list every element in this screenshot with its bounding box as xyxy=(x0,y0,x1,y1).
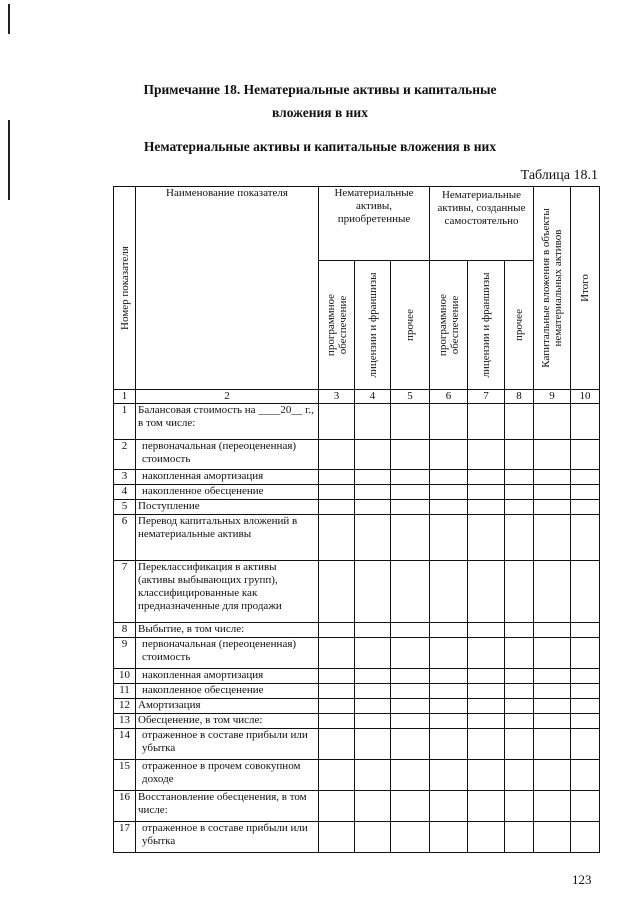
column-number: 10 xyxy=(571,390,600,404)
table-row xyxy=(114,684,600,699)
value-cell xyxy=(391,822,430,853)
value-cell xyxy=(534,515,571,561)
table-row xyxy=(114,515,600,561)
margin-mark-top xyxy=(8,4,10,34)
value-cell xyxy=(468,684,505,699)
value-cell xyxy=(505,470,534,485)
value-cell xyxy=(355,729,391,760)
column-number: 1 xyxy=(114,390,136,404)
value-cell xyxy=(571,760,600,791)
value-cell xyxy=(571,440,600,470)
value-cell xyxy=(505,714,534,729)
value-cell xyxy=(505,485,534,500)
value-cell xyxy=(534,623,571,638)
value-cell xyxy=(505,561,534,623)
value-cell xyxy=(391,404,430,440)
value-cell xyxy=(430,729,468,760)
value-cell xyxy=(468,669,505,684)
row-indicator-name: первоначальная (переоцененная) стоимость xyxy=(136,440,319,470)
value-cell xyxy=(430,440,468,470)
row-indicator-name: Выбытие, в том числе: xyxy=(136,623,319,638)
value-cell xyxy=(534,404,571,440)
value-cell xyxy=(430,404,468,440)
value-cell xyxy=(468,760,505,791)
value-cell xyxy=(355,638,391,669)
header-row-number: Номер показателя xyxy=(114,187,136,390)
column-number: 6 xyxy=(430,390,468,404)
row-indicator-name: накопленное обесценение xyxy=(136,684,319,699)
row-indicator-name: отраженное в составе прибыли или убытка xyxy=(136,729,319,760)
row-indicator-name: Восстановление обесценения, в том числе: xyxy=(136,791,319,822)
row-indicator-name: Балансовая стоимость на ____20__ г., в том числе: xyxy=(136,404,319,440)
value-cell xyxy=(505,729,534,760)
value-cell xyxy=(468,822,505,853)
value-cell xyxy=(505,404,534,440)
column-number: 4 xyxy=(355,390,391,404)
note-title-line1: Примечание 18. Нематериальные активы и капитальные xyxy=(143,82,497,97)
value-cell xyxy=(571,669,600,684)
value-cell xyxy=(391,485,430,500)
row-number: 13 xyxy=(114,714,136,729)
value-cell xyxy=(534,822,571,853)
row-number: 15 xyxy=(114,760,136,791)
row-number: 6 xyxy=(114,515,136,561)
value-cell xyxy=(534,729,571,760)
value-cell xyxy=(355,714,391,729)
value-cell xyxy=(468,515,505,561)
column-number: 2 xyxy=(136,390,319,404)
row-number: 7 xyxy=(114,561,136,623)
table-row xyxy=(114,714,600,729)
value-cell xyxy=(430,561,468,623)
value-cell xyxy=(571,638,600,669)
value-cell xyxy=(534,669,571,684)
table-row xyxy=(114,822,600,853)
value-cell xyxy=(355,470,391,485)
value-cell xyxy=(355,485,391,500)
table-row xyxy=(114,669,600,684)
value-cell xyxy=(505,699,534,714)
table-row xyxy=(114,791,600,822)
row-number: 1 xyxy=(114,404,136,440)
row-indicator-name: Переклассификация в активы (активы выбывающих групп), классифицированные как предназначенные для продажи xyxy=(136,561,319,623)
header-self-licenses: лицензии и франшизы xyxy=(468,261,505,390)
value-cell xyxy=(468,404,505,440)
row-number: 12 xyxy=(114,699,136,714)
value-cell xyxy=(319,822,355,853)
value-cell xyxy=(571,684,600,699)
value-cell xyxy=(319,684,355,699)
value-cell xyxy=(468,470,505,485)
value-cell xyxy=(571,714,600,729)
row-number: 10 xyxy=(114,669,136,684)
row-number: 4 xyxy=(114,485,136,500)
row-indicator-name: первоначальная (переоцененная) стоимость xyxy=(136,638,319,669)
header-self-other: прочее xyxy=(505,261,534,390)
value-cell xyxy=(430,684,468,699)
value-cell xyxy=(355,561,391,623)
value-cell xyxy=(355,684,391,699)
header-capex: Капитальные вложения в объекты нематериальных активов xyxy=(534,187,571,390)
value-cell xyxy=(391,470,430,485)
value-cell xyxy=(534,714,571,729)
intangible-assets-table xyxy=(113,186,600,853)
value-cell xyxy=(355,791,391,822)
value-cell xyxy=(319,729,355,760)
value-cell xyxy=(355,515,391,561)
value-cell xyxy=(468,638,505,669)
value-cell xyxy=(505,623,534,638)
value-cell xyxy=(319,669,355,684)
note-title-line2: вложения в них xyxy=(272,105,368,120)
table-row xyxy=(114,729,600,760)
value-cell xyxy=(430,638,468,669)
column-number: 3 xyxy=(319,390,355,404)
value-cell xyxy=(391,561,430,623)
page-number: 123 xyxy=(572,872,592,887)
value-cell xyxy=(571,791,600,822)
value-cell xyxy=(505,822,534,853)
value-cell xyxy=(430,500,468,515)
row-number: 3 xyxy=(114,470,136,485)
row-number: 17 xyxy=(114,822,136,853)
column-number: 8 xyxy=(505,390,534,404)
value-cell xyxy=(355,404,391,440)
value-cell xyxy=(430,699,468,714)
value-cell xyxy=(571,729,600,760)
value-cell xyxy=(391,638,430,669)
value-cell xyxy=(571,500,600,515)
value-cell xyxy=(534,561,571,623)
value-cell xyxy=(391,699,430,714)
row-number: 16 xyxy=(114,791,136,822)
value-cell xyxy=(468,500,505,515)
row-indicator-name: Поступление xyxy=(136,500,319,515)
value-cell xyxy=(355,822,391,853)
value-cell xyxy=(355,699,391,714)
value-cell xyxy=(571,515,600,561)
value-cell xyxy=(430,669,468,684)
row-number: 9 xyxy=(114,638,136,669)
row-number: 2 xyxy=(114,440,136,470)
value-cell xyxy=(571,699,600,714)
value-cell xyxy=(355,440,391,470)
header-self-created: Нематериальные активы, созданные самостоятельно xyxy=(430,187,534,261)
value-cell xyxy=(534,470,571,485)
value-cell xyxy=(468,561,505,623)
value-cell xyxy=(571,623,600,638)
row-number: 14 xyxy=(114,729,136,760)
header-acquired-other: прочее xyxy=(391,261,430,390)
row-indicator-name: Обесценение, в том числе: xyxy=(136,714,319,729)
value-cell xyxy=(355,623,391,638)
value-cell xyxy=(430,822,468,853)
table-row xyxy=(114,623,600,638)
value-cell xyxy=(319,623,355,638)
value-cell xyxy=(468,791,505,822)
value-cell xyxy=(319,515,355,561)
value-cell xyxy=(430,714,468,729)
value-cell xyxy=(571,485,600,500)
column-number: 9 xyxy=(534,390,571,404)
value-cell xyxy=(505,669,534,684)
value-cell xyxy=(319,485,355,500)
value-cell xyxy=(505,440,534,470)
value-cell xyxy=(391,440,430,470)
table-row xyxy=(114,485,600,500)
value-cell xyxy=(355,669,391,684)
row-indicator-name: Амортизация xyxy=(136,699,319,714)
table-row xyxy=(114,440,600,470)
table-row xyxy=(114,500,600,515)
value-cell xyxy=(534,500,571,515)
value-cell xyxy=(468,699,505,714)
value-cell xyxy=(505,638,534,669)
value-cell xyxy=(505,760,534,791)
value-cell xyxy=(319,440,355,470)
value-cell xyxy=(571,470,600,485)
margin-mark-mid xyxy=(8,120,10,200)
value-cell xyxy=(319,561,355,623)
value-cell xyxy=(534,440,571,470)
value-cell xyxy=(534,760,571,791)
value-cell xyxy=(505,791,534,822)
value-cell xyxy=(319,714,355,729)
row-indicator-name: накопленная амортизация xyxy=(136,669,319,684)
value-cell xyxy=(391,515,430,561)
table-row xyxy=(114,561,600,623)
row-indicator-name: отраженное в составе прибыли или убытка xyxy=(136,822,319,853)
value-cell xyxy=(468,714,505,729)
value-cell xyxy=(319,791,355,822)
value-cell xyxy=(571,822,600,853)
header-acquired-licenses: лицензии и франшизы xyxy=(355,261,391,390)
value-cell xyxy=(319,500,355,515)
table-row xyxy=(114,404,600,440)
header-total: Итого xyxy=(571,187,600,390)
value-cell xyxy=(468,623,505,638)
value-cell xyxy=(391,684,430,699)
value-cell xyxy=(319,404,355,440)
row-indicator-name: Перевод капитальных вложений в нематериальные активы xyxy=(136,515,319,561)
value-cell xyxy=(468,729,505,760)
value-cell xyxy=(391,500,430,515)
value-cell xyxy=(430,791,468,822)
value-cell xyxy=(571,404,600,440)
header-self-software: программное обеспечение xyxy=(430,261,468,390)
header-acquired-software: программное обеспечение xyxy=(319,261,355,390)
header-indicator-name: Наименование показателя xyxy=(136,187,319,390)
table-row xyxy=(114,638,600,669)
value-cell xyxy=(571,561,600,623)
value-cell xyxy=(430,623,468,638)
row-indicator-name: отраженное в прочем совокупном доходе xyxy=(136,760,319,791)
value-cell xyxy=(534,638,571,669)
value-cell xyxy=(430,470,468,485)
value-cell xyxy=(534,699,571,714)
column-number: 7 xyxy=(468,390,505,404)
value-cell xyxy=(468,485,505,500)
value-cell xyxy=(355,760,391,791)
row-indicator-name: накопленное обесценение xyxy=(136,485,319,500)
value-cell xyxy=(391,760,430,791)
value-cell xyxy=(319,699,355,714)
value-cell xyxy=(534,485,571,500)
value-cell xyxy=(430,515,468,561)
column-number-row xyxy=(114,390,600,404)
table-title: Нематериальные активы и капитальные вложения в них xyxy=(143,139,497,154)
value-cell xyxy=(319,638,355,669)
column-number: 5 xyxy=(391,390,430,404)
value-cell xyxy=(430,485,468,500)
value-cell xyxy=(505,500,534,515)
row-number: 5 xyxy=(114,500,136,515)
row-number: 8 xyxy=(114,623,136,638)
header-acquired: Нематериальные активы, приобретенные xyxy=(319,187,430,261)
value-cell xyxy=(505,684,534,699)
value-cell xyxy=(319,470,355,485)
row-indicator-name: накопленная амортизация xyxy=(136,470,319,485)
value-cell xyxy=(355,500,391,515)
value-cell xyxy=(391,623,430,638)
value-cell xyxy=(391,791,430,822)
value-cell xyxy=(468,440,505,470)
table-row xyxy=(114,699,600,714)
table-row xyxy=(114,470,600,485)
value-cell xyxy=(319,760,355,791)
value-cell xyxy=(534,791,571,822)
value-cell xyxy=(534,684,571,699)
table-label: Таблица 18.1 xyxy=(520,168,598,183)
value-cell xyxy=(391,729,430,760)
value-cell xyxy=(391,669,430,684)
value-cell xyxy=(505,515,534,561)
row-number: 11 xyxy=(114,684,136,699)
table-row xyxy=(114,760,600,791)
value-cell xyxy=(391,714,430,729)
value-cell xyxy=(430,760,468,791)
